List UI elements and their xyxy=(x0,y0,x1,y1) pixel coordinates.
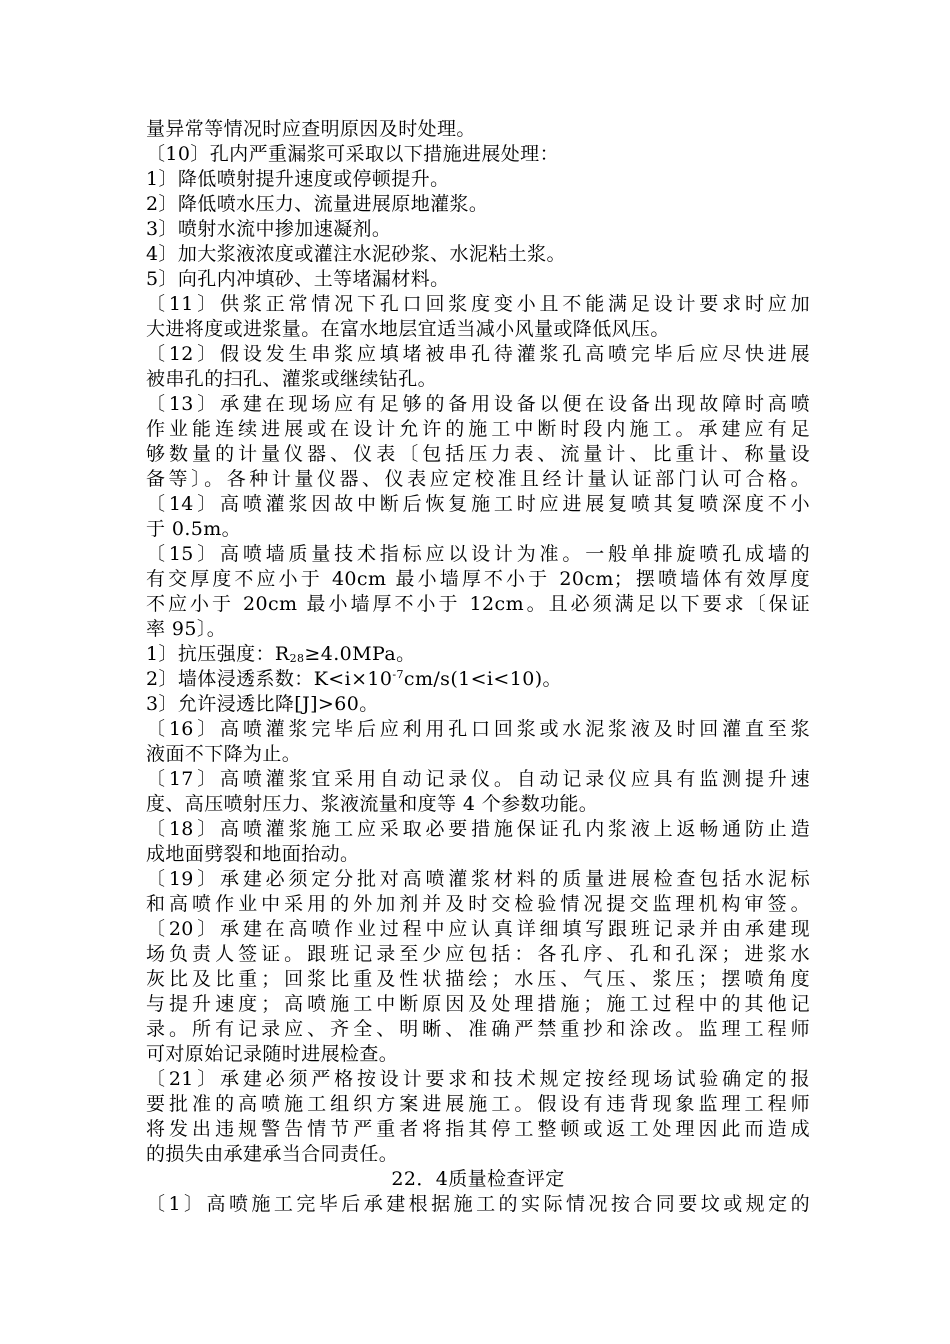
formula-subscript: 28 xyxy=(289,652,305,665)
text-line: 〔14〕高喷灌浆因故中断后恢复施工时应进展复喷其复喷深度不小 xyxy=(146,493,810,515)
text-line: 1〕降低喷射提升速度或停顿提升。 xyxy=(146,168,450,190)
document-body xyxy=(146,117,810,1217)
text-line: 〔11〕供浆正常情况下孔口回浆度变小且不能满足设计要求时应加 xyxy=(146,293,810,315)
formula-prefix: 1〕抗压强度：R xyxy=(146,643,290,665)
text-line: 4〕加大浆液浓度或灌注水泥砂浆、水泥粘土浆。 xyxy=(146,243,566,265)
text-line: 将发出违规警告情节严重者将指其停工整顿或返工处理因此而造成 xyxy=(146,1118,810,1140)
formula-line-compressive-strength xyxy=(146,642,810,667)
section-heading: 22．4质量检查评定 xyxy=(391,1168,565,1190)
text-line: 度、高压喷射压力、浆液流量和度等 4 个参数功能。 xyxy=(146,793,599,815)
text-line: 灰比及比重；回浆比重及性状描绘；水压、气压、浆压；摆喷角度 xyxy=(146,968,810,990)
text-line: 于 0.5m。 xyxy=(146,518,242,540)
text-line: 成地面劈裂和地面抬动。 xyxy=(146,843,360,865)
text-line: 够数量的计量仪器、仪表〔包括压力表、流量计、比重计、称量设 xyxy=(146,443,810,465)
text-line: 被串孔的扫孔、灌浆或继续钻孔。 xyxy=(146,368,438,390)
text-line: 大进将度或进浆量。在富水地层宜适当减小风量或降低风压。 xyxy=(146,318,670,340)
text-line: 〔1〕高喷施工完毕后承建根据施工的实际情况按合同要坟或规定的 xyxy=(146,1193,810,1215)
text-line: 〔16〕高喷灌浆完毕后应利用孔口回浆或水泥浆液及时回灌直至浆 xyxy=(146,718,810,740)
formula-prefix: 2〕墙体浸透系数：K<i×10 xyxy=(146,668,393,690)
text-line: 要批准的高喷施工组织方案进展施工。假设有违背现象监理工程师 xyxy=(146,1093,810,1115)
text-line: 〔12〕假设发生串浆应填堵被串孔待灌浆孔高喷完毕后应尽快进展 xyxy=(146,343,810,365)
text-line: 〔20〕承建在高喷作业过程中应认真详细填写跟班记录并由承建现 xyxy=(146,918,810,940)
text-line: 与提升速度；高喷施工中断原因及处理措施；施工过程中的其他记 xyxy=(146,993,810,1015)
text-line: 〔10〕孔内严重漏浆可采取以下措施进展处理： xyxy=(146,143,559,165)
text-line: 不应小于 20cm 最小墙厚不小于 12cm。且必须满足以下要求〔保证 xyxy=(146,593,810,615)
text-line: 〔19〕承建必须定分批对高喷灌浆材料的质量进展检查包括水泥标 xyxy=(146,868,810,890)
text-line: 液面不下降为止。 xyxy=(146,743,302,765)
text-line: 量异常等情况时应查明原因及时处理。 xyxy=(146,118,476,140)
text-line: 录。所有记录应、齐全、明晰、准确严禁重抄和涂改。监理工程师 xyxy=(146,1018,810,1040)
text-line: 的损失由承建承当合同责任。 xyxy=(146,1143,399,1165)
text-line: 5〕向孔内冲填砂、土等堵漏材料。 xyxy=(146,268,450,290)
formula-suffix: ≥4.0MPa。 xyxy=(304,643,416,665)
text-line: 和高喷作业中采用的外加剂并及时交检验情况提交监理机构审签。 xyxy=(146,893,810,915)
text-line: 〔13〕承建在现场应有足够的备用设备以便在设备出现故障时高喷 xyxy=(146,393,810,415)
text-line: 〔15〕高喷墙质量技术指标应以设计为准。一般单排旋喷孔成墙的 xyxy=(146,543,810,565)
text-line: 可对原始记录随时进展检查。 xyxy=(146,1043,399,1065)
text-line: 场负责人签证。跟班记录至少应包括：各孔序、孔和孔深；进浆水 xyxy=(146,943,810,965)
text-line: 率 95〕。 xyxy=(146,618,227,640)
text-line: 备等〕。各种计量仪器、仪表应定校准且经计量认证部门认可合格。 xyxy=(146,468,810,490)
text-line: 作业能连续进展或在设计允许的施工中断时段内施工。承建应有足 xyxy=(146,418,810,440)
text-line: 〔17〕高喷灌浆宜采用自动记录仪。自动记录仪应具有监测提升速 xyxy=(146,768,810,790)
text-line: 〔18〕高喷灌浆施工应采取必要措施保证孔内浆液上返畅通防止造 xyxy=(146,818,810,840)
formula-superscript: -7 xyxy=(392,668,404,681)
text-line: 2〕降低喷水压力、流量进展原地灌浆。 xyxy=(146,193,489,215)
formula-suffix: cm/s(1<i<10)。 xyxy=(403,668,562,690)
formula-line-gradient: 3〕允许浸透比降[J]>60。 xyxy=(146,693,379,715)
text-line: 〔21〕承建必须严格按设计要求和技术规定按经现场试验确定的报 xyxy=(146,1068,810,1090)
text-line: 3〕喷射水流中掺加速凝剂。 xyxy=(146,218,392,240)
text-line: 有交厚度不应小于 40cm 最小墙厚不小于 20cm；摆喷墙体有效厚度 xyxy=(146,568,810,590)
formula-line-permeability xyxy=(146,667,810,692)
